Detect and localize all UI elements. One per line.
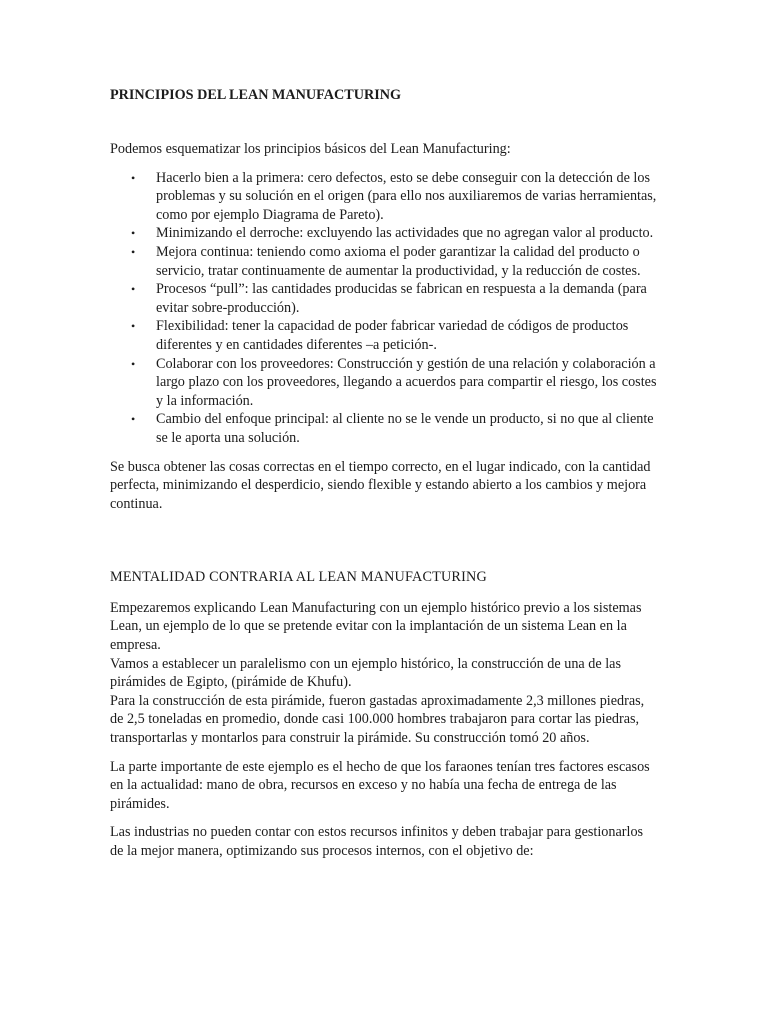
body-paragraph: La parte importante de este ejemplo es el hecho de que los faraones tenían tres factores escasos en la actualidad: mano de obra, recursos en exceso y no había una fecha de entrega de las pirámides. bbox=[110, 758, 650, 812]
body-paragraph: Empezaremos explicando Lean Manufacturing con un ejemplo histórico previo a los sistemas Lean, un ejemplo de lo que se pretende evitar con la implantación de un sistema Lean en la empresa. bbox=[110, 599, 642, 654]
closing-paragraph: Se busca obtener las cosas correctas en el tiempo correcto, en el lugar indicado, con la cantidad perfecta, minimizando el desperdicio, siendo flexible y estando abierto a los cambios y mejora continua. bbox=[110, 458, 651, 512]
bullet-icon: • bbox=[131, 319, 136, 334]
list-item-text: Cambio del enfoque principal: al cliente no se le vende un producto, si no que al cliente se le aporta una solución. bbox=[156, 411, 654, 446]
list-item-text: Colaborar con los proveedores: Construcción y gestión de una relación y colaboración a largo plazo con los proveedores, llegando a acuerdos para compartir el riesgo, los costes y la información. bbox=[156, 355, 657, 409]
list-item-text: Minimizando el derroche: excluyendo las actividades que no agregan valor al producto. bbox=[156, 225, 654, 242]
bullet-icon: • bbox=[131, 412, 136, 427]
section-heading: MENTALIDAD CONTRARIA AL LEAN MANUFACTURING bbox=[110, 569, 487, 586]
bullet-icon: • bbox=[131, 170, 136, 185]
list-item bbox=[110, 169, 658, 225]
list-item-text: Flexibilidad: tener la capacidad de poder fabricar variedad de códigos de productos diferentes y en cantidades diferentes –a petición-. bbox=[156, 318, 629, 353]
intro-paragraph: Podemos esquematizar los principios básicos del Lean Manufacturing: bbox=[110, 141, 511, 157]
bullet-icon: • bbox=[131, 244, 136, 259]
list-item bbox=[110, 410, 658, 447]
body-paragraph: Las industrias no pueden contar con estos recursos infinitos y deben trabajar para gestionarlos de la mejor manera, optimizando sus procesos internos, con el objetivo de: bbox=[110, 824, 644, 859]
list-item-text: Hacerlo bien a la primera: cero defectos, esto se debe conseguir con la detección de los problemas y su solución en el origen (para ello nos auxiliaremos de varias herramientas, como por ejemplo Diagrama de Pareto). bbox=[156, 169, 657, 223]
list-item bbox=[110, 280, 658, 317]
body-paragraph: Vamos a establecer un paralelismo con un ejemplo histórico, la construcción de una de las pirámides de Egipto, (pirámide de Khufu). bbox=[110, 655, 621, 691]
list-item-text: Mejora continua: teniendo como axioma el poder garantizar la calidad del producto o servicio, tratar continuamente de aumentar la productividad, y la reducción de costes. bbox=[156, 243, 641, 279]
list-item bbox=[110, 317, 658, 354]
principles-list bbox=[110, 169, 658, 448]
document-page bbox=[110, 86, 658, 861]
list-item-text: Procesos “pull”: las cantidades producidas se fabrican en respuesta a la demanda (para evitar sobre-producción). bbox=[156, 281, 647, 316]
bullet-icon: • bbox=[131, 226, 136, 241]
body-paragraph: Para la construcción de esta pirámide, fueron gastadas aproximadamente 2,3 millones piedras, de 2,5 toneladas en promedio, donde casi 100.000 hombres trabajaron para cortar las piedras, transportarlas y montarlos para construir la pirámide. Su construcción tomó 20 años. bbox=[110, 692, 645, 747]
list-item bbox=[110, 243, 658, 280]
bullet-icon: • bbox=[131, 282, 136, 297]
page-title: PRINCIPIOS DEL LEAN MANUFACTURING bbox=[110, 87, 401, 103]
list-item bbox=[110, 224, 658, 243]
bullet-icon: • bbox=[131, 356, 136, 371]
list-item bbox=[110, 355, 658, 411]
